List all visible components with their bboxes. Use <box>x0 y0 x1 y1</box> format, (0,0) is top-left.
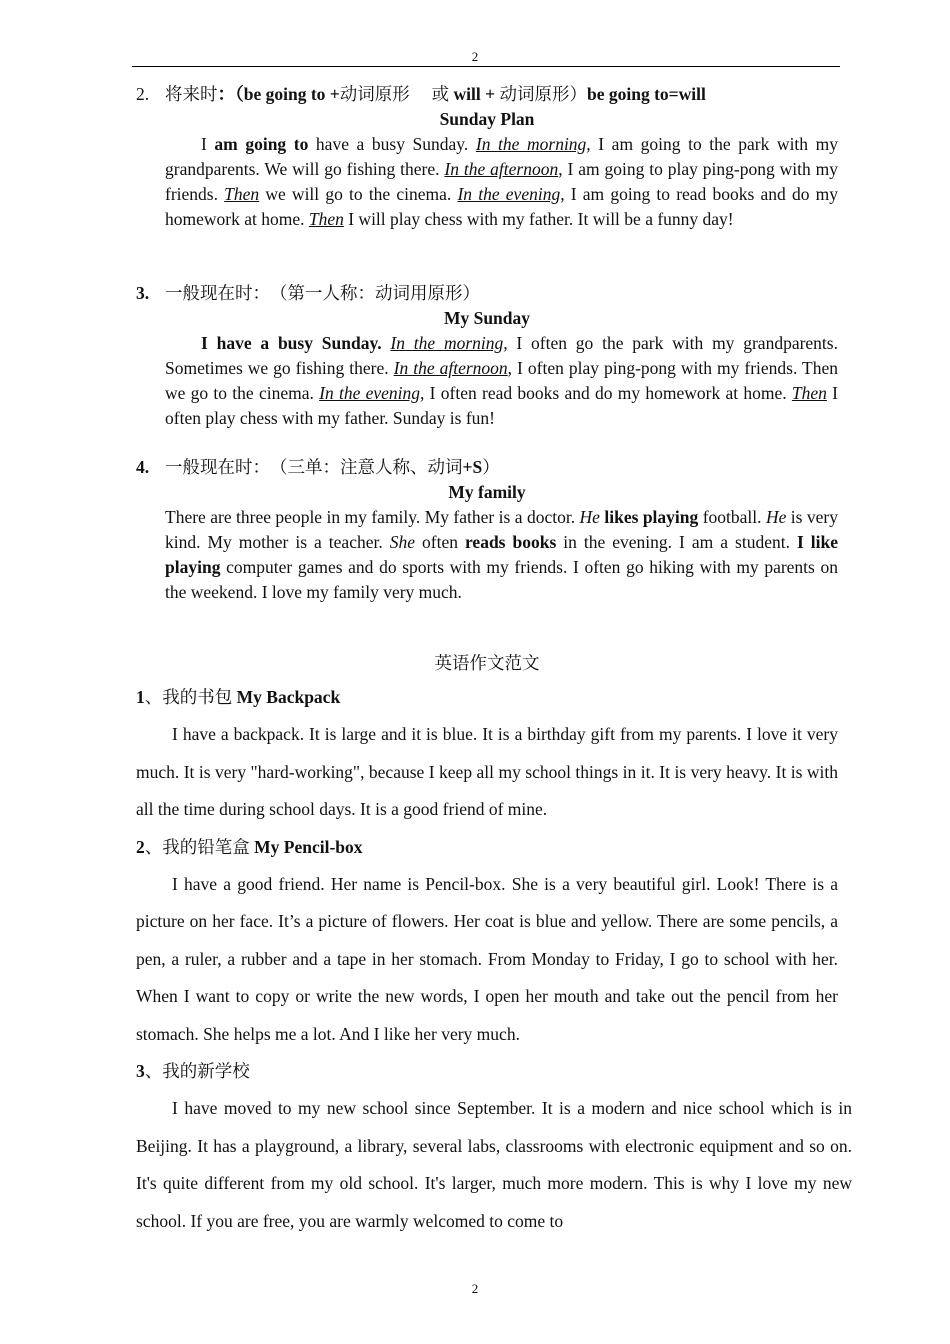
section-number: 4. <box>136 457 150 477</box>
header-page-number: 2 <box>471 49 479 64</box>
essay-title: Sunday Plan <box>439 109 535 129</box>
essay-body: I have a busy Sunday. In the morning, I often go the park with my grandparents. Sometimes we go fishing there. In the afternoon, I often play ping-pong with my friends. Then we go to the cinema. In the evening, I often read books and do my homework at home. Then I often play chess with my father. Sunday is fun! <box>165 333 838 428</box>
essay-paragraph: I have a backpack. It is large and it is blue. It is a birthday gift from my parents. I love it very much. It is very "hard-working", because I keep all my school things in it. It is very heavy. It is with all the time during school days. It is a good friend of mine. <box>136 724 838 820</box>
essay-title: My Sunday <box>443 308 531 328</box>
footer-page-number: 2 <box>471 1281 479 1296</box>
section-title: 英语作文范文 <box>434 653 540 673</box>
essay-body: I am going to have a busy Sunday. In the morning, I am going to the park with my grandparents. We will go fishing there. In the afternoon, I am going to play ping-pong with my friends. Then we will go to the cinema. In the evening, I am going to read books and do my homework at home. Then I will play chess with my father. It will be a funny day! <box>165 134 838 229</box>
essay-heading: 3、我的新学校 <box>136 1061 250 1082</box>
section-present-first-person <box>136 281 838 431</box>
section-number: 2. <box>136 84 150 104</box>
section-number: 3. <box>136 283 150 303</box>
essay-body: There are three people in my family. My father is a doctor. He likes playing football. He is very kind. My mother is a teacher. She often reads books in the evening. I am a student. I like playing computer games and do sports with my friends. I often go hiking with my parents on the weekend. I love my family very much. <box>165 507 838 602</box>
essay-title: My family <box>448 482 526 502</box>
essay-paragraph: I have a good friend. Her name is Pencil-box. She is a very beautiful girl. Look! There is a picture on her face. It’s a picture of flowers. Her coat is blue and yellow. There are some pencils, a pen, a ruler, a rubber and a tape in her stomach. From Monday to Friday, I go to school with her. When I want to copy or write the new words, I open her mouth and take out the pencil from her stomach. She helps me a lot. And I like her very much. <box>136 874 838 1044</box>
essay-list <box>136 679 852 1240</box>
section-future-tense <box>136 82 838 232</box>
section-heading: 3. 一般现在时： （第一人称：动词用原形） <box>136 281 838 306</box>
header-rule <box>132 66 840 67</box>
section-heading: 4. 一般现在时： （三单：注意人称、动词+S） <box>136 455 838 480</box>
essay-paragraph: I have moved to my new school since September. It is a modern and nice school which is in Beijing. It has a playground, a library, several labs, classrooms with electronic equipment and so on. It's quite different from my old school. It's larger, much more modern. This is why I love my new school. If you are free, you are warmly welcomed to come to <box>136 1098 852 1231</box>
section-heading: 2. 将来时：（be going to +动词原形 或 will + 动词原形）be going to=will <box>136 82 838 107</box>
essay-heading: 2、我的铅笔盒 My Pencil-box <box>136 836 363 857</box>
essay-heading: 1、我的书包 My Backpack <box>136 687 341 707</box>
section-present-third-person <box>136 455 838 605</box>
